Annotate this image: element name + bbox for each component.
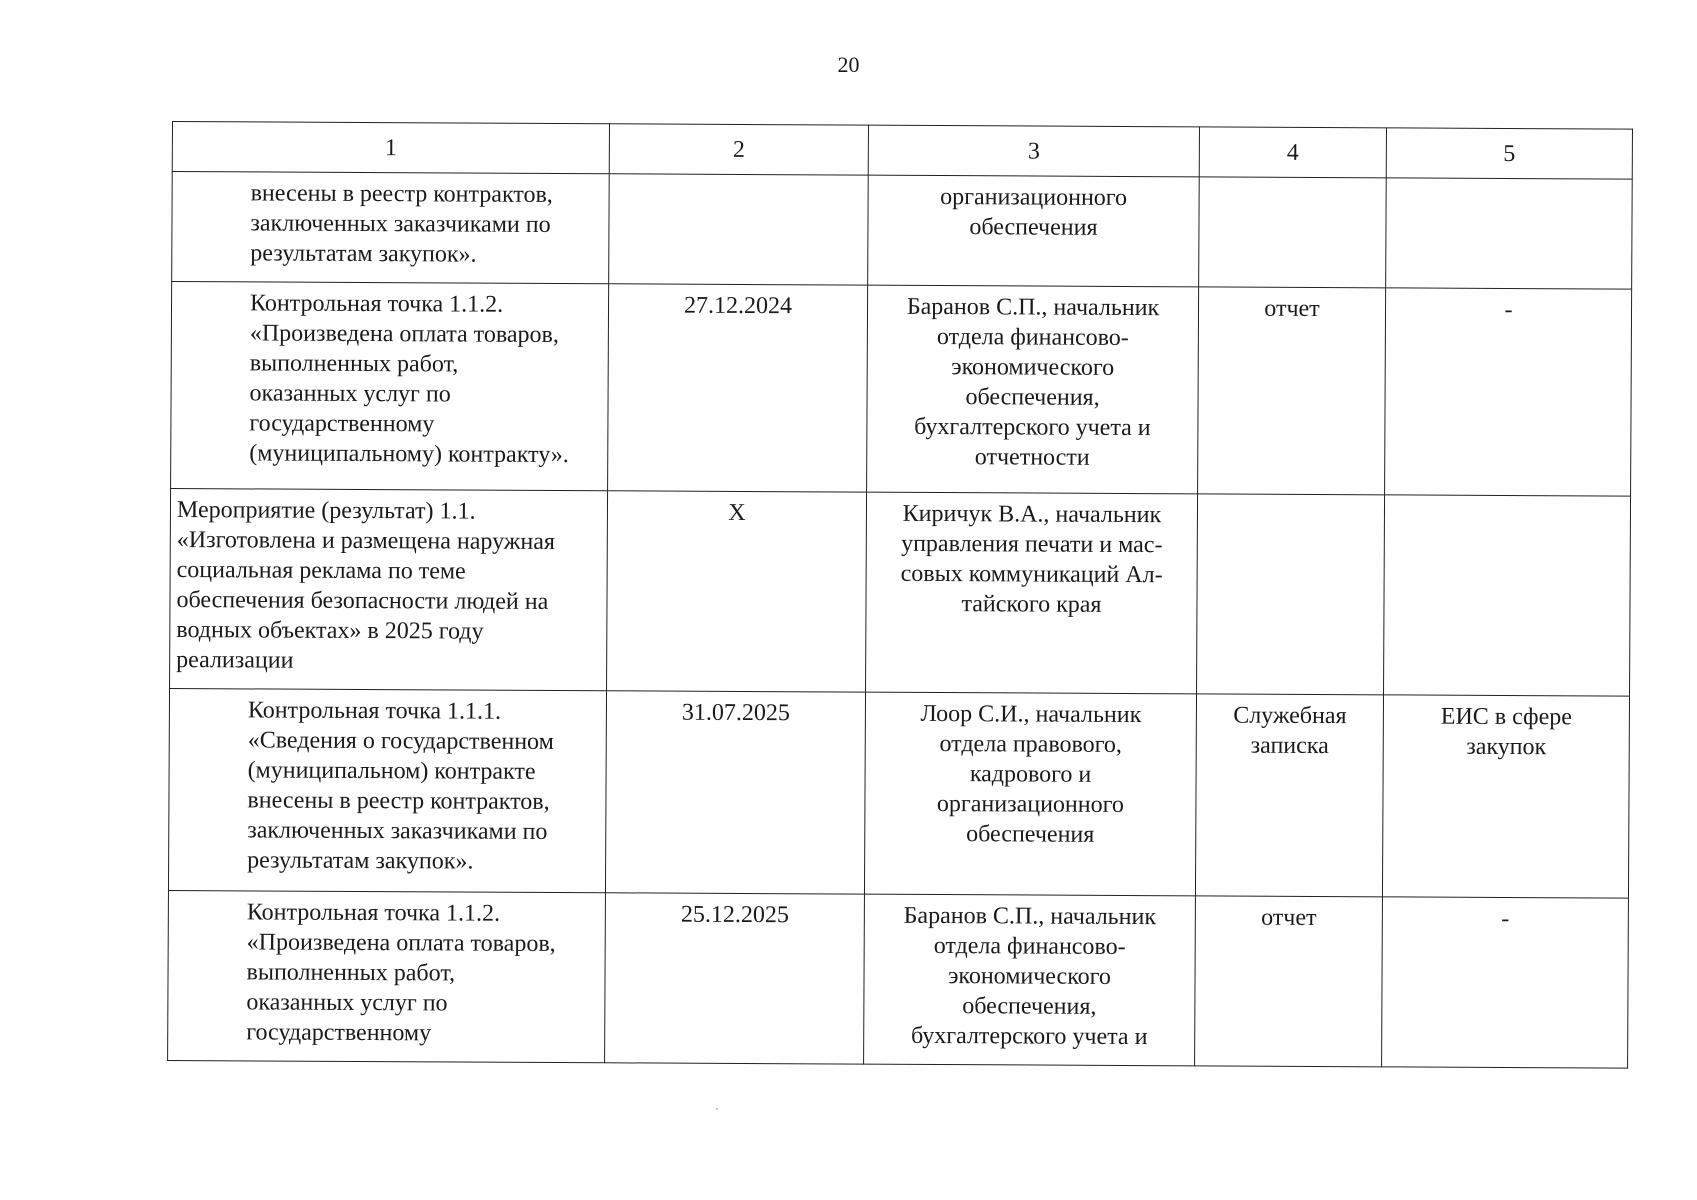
table-row xyxy=(172,172,1633,290)
info-system-cell xyxy=(1382,897,1629,1068)
document-type-text xyxy=(1206,183,1380,184)
date-text: 25.12.2025 xyxy=(680,901,789,929)
event-text: Контрольная точка 1.1.2. «Произведена оплата товаров, выполненных работ, оказанных услуг по государственному xyxy=(246,899,556,1047)
table-header-row xyxy=(172,122,1632,180)
responsible-text: Баранов С.П., начальник отдела финансово- экономического обеспечения, бухгалтерского учета и xyxy=(903,902,1157,1051)
column-number-1: 1 xyxy=(172,122,609,174)
info-system-text: - xyxy=(1504,296,1513,324)
info-system-text xyxy=(1393,184,1626,185)
event-text: Мероприятие (результат) 1.1. «Изготовлена и размещена наружная социальная реклама по теме обеспечения безопасности людей на водных объектах» в 2025 году реализации xyxy=(176,497,556,674)
info-system-text: ЕИС в сфере закупок xyxy=(1440,703,1573,761)
column-number-2: 2 xyxy=(609,124,868,175)
date-cell xyxy=(605,691,865,894)
date-cell xyxy=(609,174,869,285)
date-text: 31.07.2025 xyxy=(681,699,790,727)
responsible-text: Лоор С.И., начальник отдела правового, кадрового и организационного обеспечения xyxy=(920,700,1142,848)
responsible-cell xyxy=(864,894,1196,1066)
event-text: Контрольная точка 1.1.2. «Произведена оплата товаров, выполненных работ, оказанных услуг по государственному (муниципальному) контракту». xyxy=(249,290,569,469)
responsible-text: Киричук В.А., начальник управления печати и мас- совых коммуникаций Ал- тайского края xyxy=(900,500,1163,618)
info-system-text xyxy=(1391,501,1624,502)
column-number-5: 5 xyxy=(1386,128,1632,179)
document-type-cell xyxy=(1199,177,1387,288)
document-type-text: отчет xyxy=(1261,904,1317,932)
event-cell xyxy=(170,488,608,690)
date-text xyxy=(616,180,862,181)
scan-speck xyxy=(716,1108,718,1110)
date-cell xyxy=(607,491,867,692)
table-row xyxy=(168,688,1629,898)
info-system-cell xyxy=(1386,178,1633,289)
date-text: 27.12.2024 xyxy=(683,292,793,320)
table-row xyxy=(171,282,1632,497)
responsible-cell xyxy=(864,692,1196,896)
document-type-text: Служебная записка xyxy=(1233,702,1347,760)
document-type-cell xyxy=(1195,694,1383,897)
event-cell xyxy=(171,282,609,491)
date-cell xyxy=(608,284,868,492)
column-number-4: 4 xyxy=(1199,127,1386,178)
event-text: Контрольная точка 1.1.1. «Сведения о государственном (муниципальном) контракте внесены в реестр контрактов, заключенных заказчиками по результатам закупок». xyxy=(247,697,554,875)
event-cell xyxy=(168,688,606,892)
table-row xyxy=(170,488,1631,696)
info-system-cell xyxy=(1382,695,1629,898)
event-text: внесены в реестр контрактов, заключенных заказчиками по результатам закупок». xyxy=(250,180,553,268)
date-text: X xyxy=(728,499,746,527)
document-type-cell xyxy=(1197,494,1385,695)
document-type-text xyxy=(1204,500,1378,501)
document-type-text: отчет xyxy=(1264,295,1320,323)
responsible-text: организационного обеспечения xyxy=(940,184,1128,241)
info-system-cell xyxy=(1384,495,1631,696)
page-number: 20 xyxy=(837,52,860,77)
event-cell xyxy=(172,172,610,284)
schedule-table xyxy=(167,121,1633,1069)
column-number-3: 3 xyxy=(868,125,1199,177)
info-system-cell xyxy=(1385,288,1632,496)
responsible-cell xyxy=(866,492,1198,694)
date-cell xyxy=(605,893,865,1064)
responsible-cell xyxy=(867,285,1199,494)
document-type-cell xyxy=(1195,896,1383,1067)
table-row xyxy=(168,890,1629,1068)
event-cell xyxy=(168,890,606,1062)
responsible-text: Баранов С.П., начальник отдела финансово- экономического обеспечения, бухгалтерского учета и отчетности xyxy=(906,293,1160,471)
document-type-cell xyxy=(1198,287,1386,495)
info-system-text: - xyxy=(1501,905,1510,933)
responsible-cell xyxy=(868,175,1200,287)
